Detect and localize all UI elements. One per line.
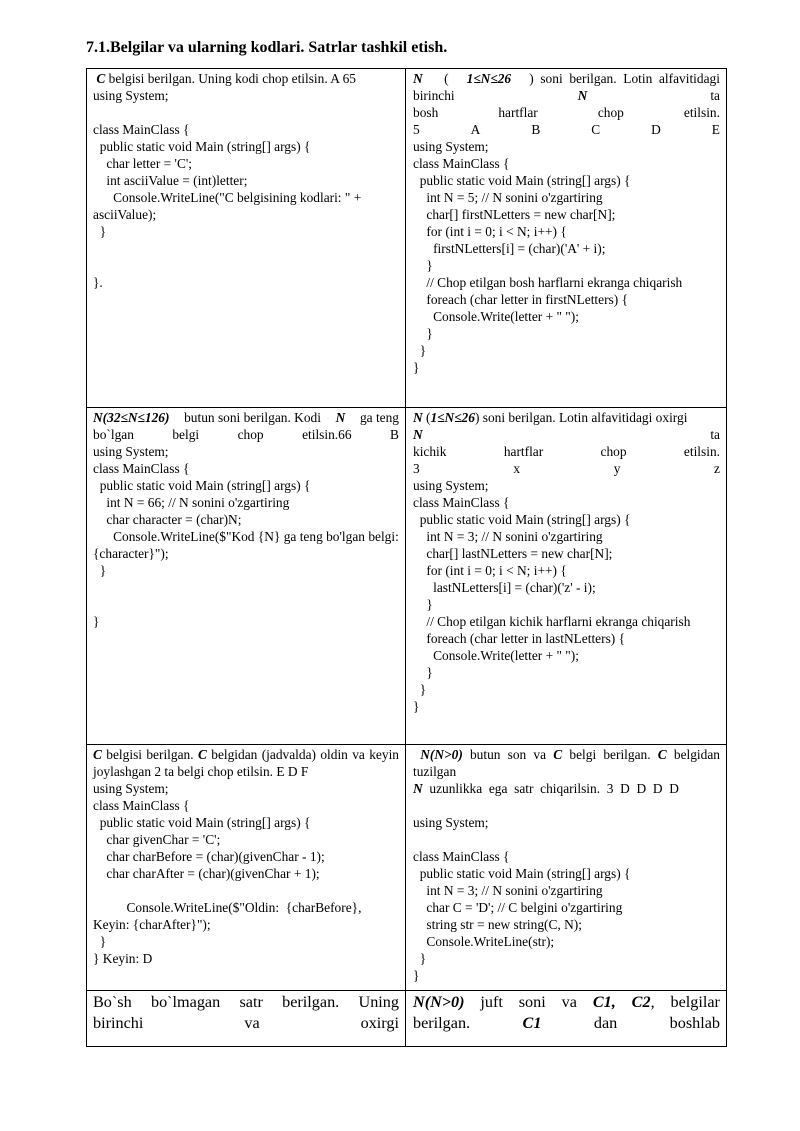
text-line <box>413 1013 720 1034</box>
word: chop <box>600 444 627 459</box>
word: hartflar <box>503 444 544 459</box>
word: N <box>577 88 588 103</box>
section-title: 7.1.Belgilar va ularning kodlari. Satrlar tashkil etish. <box>86 39 448 56</box>
word: satr <box>239 993 263 1011</box>
task-cell-first-last-char <box>87 991 406 1047</box>
table-row <box>87 408 727 745</box>
word: oxirgi <box>360 1014 399 1032</box>
word: N(N>0) <box>413 993 465 1011</box>
word: berilgan. <box>413 1014 471 1032</box>
task-description: C belgisi berilgan. C belgidan (jadvalda) oldin va keyin joylashgan 2 ta belgi chop etilsin. E D F <box>93 747 399 779</box>
task-cell-char-from-code <box>87 408 406 745</box>
task-cell-last-n-lowercase <box>406 408 727 745</box>
word: bosh <box>413 105 439 120</box>
table-row <box>87 991 727 1047</box>
code-block: using System; class MainClass { public static void Main (string[] args) { int N = 66; // N sonini o'zgartiring char character = (char)N; Console.WriteLine($"Kod {N} ga teng bo'lgan belgi: {character}"); } } <box>93 444 399 629</box>
text-line <box>93 1013 399 1034</box>
word: chop <box>237 427 264 442</box>
tasks-table <box>86 68 727 1047</box>
code-block: using System; class MainClass { public static void Main (string[] args) { char givenChar = 'C'; char charBefore = (char)(givenChar - 1); char charAfter = (char)(givenChar + 1); Console.WriteLine($"Oldin: {charBefore}, Keyin: {charAfter}"); } } Keyin: D <box>93 781 362 966</box>
word: boshlab <box>669 1014 720 1032</box>
text-line <box>413 121 720 138</box>
word: belgilar <box>670 993 720 1011</box>
word: va <box>561 993 577 1011</box>
word: y <box>613 461 621 476</box>
task-rows <box>93 992 399 1034</box>
word: 3 <box>413 461 420 476</box>
word: C1 <box>522 1014 542 1032</box>
task-cell-repeat-char <box>406 745 727 991</box>
word: ta <box>710 427 720 442</box>
word: soni <box>518 993 546 1011</box>
text-line <box>93 426 399 443</box>
word: etilsin. <box>683 105 720 120</box>
task-cell-neighbor-chars <box>87 745 406 991</box>
task-cell-first-n-uppercase <box>406 69 727 408</box>
task-description: N ( 1≤N≤26 ) soni berilgan. Lotin alfavitidagi <box>413 71 720 86</box>
task-rows <box>413 87 720 138</box>
word: birinchi <box>93 1014 144 1032</box>
word: chop <box>597 105 624 120</box>
table-row <box>87 745 727 991</box>
word: Bo`sh <box>93 993 132 1011</box>
word: belgi <box>172 427 200 442</box>
word: birinchi <box>413 88 455 103</box>
word: E <box>711 122 720 137</box>
task-description: C belgisi berilgan. Uning kodi chop etilsin. A 65 <box>96 71 356 86</box>
text-line <box>93 992 399 1013</box>
word: B <box>531 122 541 137</box>
word: kichik <box>413 444 447 459</box>
word: hartflar <box>498 105 538 120</box>
word: etilsin.66 <box>302 427 352 442</box>
code-block: using System; class MainClass { public static void Main (string[] args) { int N = 3; // N sonini o'zgartiring char C = 'D'; // C belgini o'zgartiring string str = new string(C, N); Console.WriteLine(str); } } <box>413 815 631 983</box>
task-cell-even-pairs <box>406 991 727 1047</box>
word: bo`lmagan <box>150 993 221 1011</box>
text-line <box>413 992 720 1013</box>
word: C2, <box>631 993 655 1011</box>
table-row <box>87 69 727 408</box>
word: va <box>244 1014 260 1032</box>
word: z <box>714 461 720 476</box>
word: bo`lgan <box>93 427 134 442</box>
code-block: using System; class MainClass { public static void Main (string[] args) { int N = 3; // N sonini o'zgartiring char[] lastNLetters = new char[N]; for (int i = 0; i < N; i++) { lastNLetters[i] = (char)('z' - i); } // Chop etilgan kichik harflarni ekranga chiqarish foreach (char letter in lastNLetters) { Console.Write(letter + " "); } } } <box>413 478 691 714</box>
word: Uning <box>358 993 399 1011</box>
text-line <box>413 104 720 121</box>
task-description: N (1≤N≤26) soni berilgan. Lotin alfavitidagi oxirgi <box>413 410 688 425</box>
word: berilgan. <box>282 993 340 1011</box>
word: etilsin. <box>683 444 720 459</box>
text-line <box>413 87 720 104</box>
code-block: using System; class MainClass { public static void Main (string[] args) { int N = 5; // N sonini o'zgartiring char[] firstNLetters = new char[N]; for (int i = 0; i < N; i++) { firstNLetters[i] = (char)('A' + i); } // Chop etilgan bosh harflarni ekranga chiqarish foreach (char letter in firstNLetters) { Console.Write(letter + " "); } } } <box>413 139 683 375</box>
task-rows <box>413 992 720 1034</box>
text-line <box>413 443 720 460</box>
word: 5 <box>413 122 420 137</box>
task-rows <box>93 426 399 443</box>
text-line <box>413 426 720 443</box>
task-rows <box>413 426 720 477</box>
word: x <box>513 461 521 476</box>
word: B <box>390 427 399 442</box>
word: ta <box>710 88 720 103</box>
word: C <box>591 122 601 137</box>
word: A <box>470 122 481 137</box>
code-block: using System; class MainClass { public static void Main (string[] args) { char letter = 'C'; int asciiValue = (int)letter; Console.WriteLine("C belgisining kodlari: " + asciiValue); } }. <box>93 88 362 290</box>
word: C1, <box>592 993 616 1011</box>
word: D <box>651 122 661 137</box>
word: juft <box>480 993 503 1011</box>
word: dan <box>593 1014 618 1032</box>
word: N <box>413 427 423 442</box>
task-cell-char-code <box>87 69 406 408</box>
task-description: N(N>0) butun son va C belgi berilgan. C belgidan tuzilgan N uzunlikka ega satr chiqarilsin. 3 D D D D <box>413 747 720 796</box>
text-line <box>413 460 720 477</box>
task-description: N(32≤N≤126) butun soni berilgan. Kodi N ga teng <box>93 410 399 425</box>
